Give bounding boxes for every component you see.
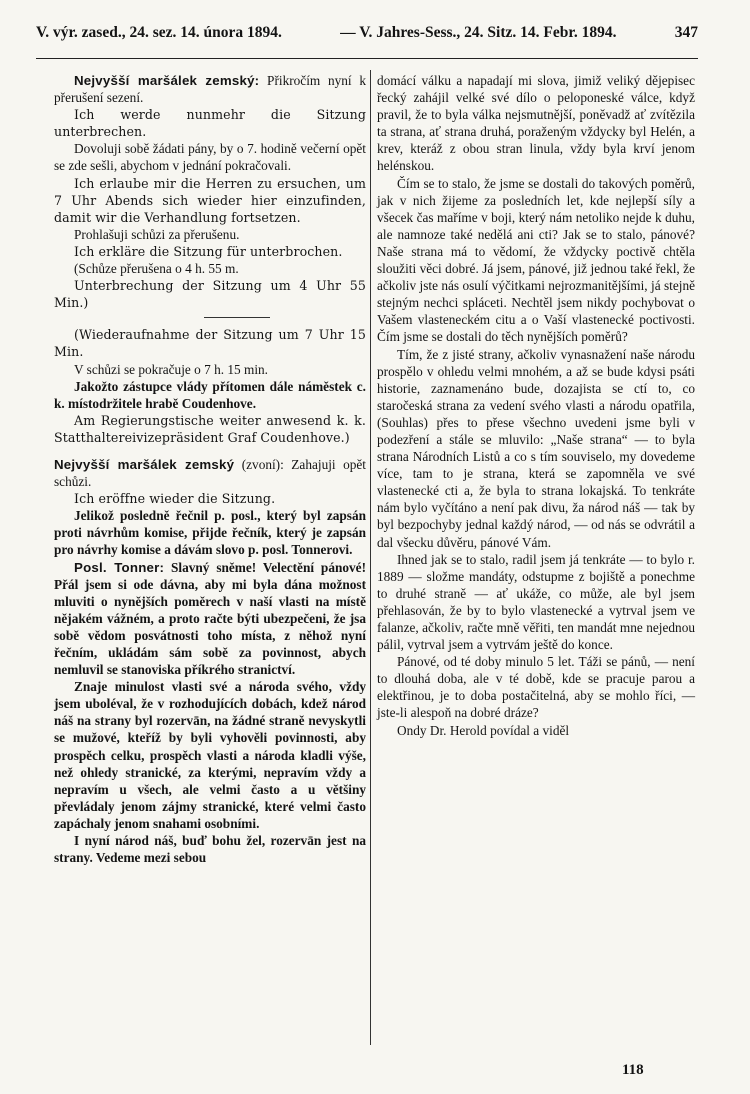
- paragraph-german: (Wiederaufnahme der Sitzung um 7 Uhr 15 Min.: [54, 327, 366, 360]
- paragraph: Čím se to stalo, že jsme se dostali do takových poměrů, jak v nich žijeme za posledních let, kde nejlepší síly a všecek čas maříme v boji, který nám netoliko nejde k duhu, ale namnoze také nedělá ani cti? Jak se to stalo, pánové? Naše strana má to vědomí, že vždycky poctivě chtěla sloužiti věci dobré. Já jsem, pánové, již jednou také řekl, že ačkoliv jste nás osulí výčitkami nejrozmanitějšími, já stejně stejným nechci spláceti. Nechtěl jsem nikdy pochybovat o Vašem vlasteneckém citu a o Vaší vlastenecké poctivosti. Čím jsme se dostali do těch nynějších poměrů?: [377, 175, 695, 345]
- paragraph: Znaje minulost vlasti své a národa svého, vždy jsem uboléval, že v rozhodujících dobách, kdež národ náš na strany byl rozervān, na žádné straně nevyskytli se mužové, kteříž by byli vyhověli povinnosti, aby prospěch celku, prospěch vlasti a národa kladli výše, než ohledy stranické, za kterými, nepravím vždy a nepravím u všech, ale velmi často a u většiny převládaly jenom zájmy stranické, které velmi často zapáchaly jenom snahami osobními.: [54, 679, 366, 831]
- paragraph: Prohlašuji schůzi za přerušenu.: [74, 226, 240, 242]
- paragraph-german: Ich eröffne wieder die Sitzung.: [74, 491, 276, 507]
- paragraph: Ondy Dr. Herold povídal a viděl: [397, 722, 570, 738]
- paragraph: [54, 72, 366, 106]
- paragraph: [54, 559, 366, 679]
- paragraph: domácí válku a napadají mi slova, jimiž veliký dějepisec řecký zahájil velké své dílo o peloponeské válce, když pravil, že to byla válka nejsmutnější, poněvadž ať zvítězila ta strana, ať strana druhá, poraženým vždycky byl Helén, a krev, kteráž z obou stran linula, vždy byla krví jenom helénskou.: [377, 73, 695, 174]
- paragraph: [54, 456, 366, 490]
- paragraph: I nyní národ náš, buď bohu žel, rozervān jest na strany. Vedeme mezi sebou: [54, 833, 366, 866]
- section-rule: [204, 317, 270, 318]
- paragraph: Jakožto zástupce vlády přítomen dále náměstek c. k. místodržitele hrabě Coudenhove.: [54, 378, 366, 411]
- paragraph: Dovoluji sobě žádati pány, by o 7. hodině večerní opět se zde sešli, abychom v jednání pokračovali.: [54, 141, 366, 174]
- header-german: — V. Jahres-Sess., 24. Sitz. 14. Febr. 1894.: [340, 24, 617, 41]
- paragraph-german: Ich erkläre die Sitzung für unterbrochen.: [74, 243, 343, 259]
- paragraph: Jelikož posledně řečnil p. posl., který byl zapsán proti návrhům komise, přijde řečník, který je zapsán pro návrhy komise a dávám slovo p. posl. Tonnerovi.: [54, 508, 366, 558]
- column-divider: [370, 70, 371, 1045]
- spacer: [54, 446, 366, 456]
- header-czech: [36, 24, 282, 42]
- speaker-name: Posl. Tonner:: [74, 559, 165, 575]
- paragraph-german: Ich werde nunmehr die Sitzung unterbrechen.: [54, 107, 366, 140]
- paragraph-german: Am Regierungstische weiter anwesend k. k. Statthaltereivizepräsident Graf Coudenhove.): [54, 412, 366, 445]
- paragraph: Tím, že z jisté strany, ačkoliv vynasnažení naše národu prospělo v ohledu velmi mnohém, a až se bude kdysi psáti historie, zaznamenáno bude, dozajista se ctí to, co staročeská strana za vedení svého vlasti a národu opatřila, (Souhlas) přes to přese všechno uvedeni jsme byli v podezření a stále se mluvilo: „Naše strana“ — to byla strana Národních Listů a co s tím souviselo, my dovedeme více, tam to je strana, která se zapomněla ve své vlastenecké cti a, že byla to strana lokajská. To tenkráte nám bylo vyčítáno a není pak divu, ža národ náš — tak by byl bezpochyby jednal každý národ, — od nás se odvrátil a dal všecku důvěru, pánové Vám.: [377, 346, 695, 550]
- header-left-text: V. výr. zased., 24. sez. 14. února 1894.: [36, 24, 282, 41]
- paragraph: V schůzi se pokračuje o 7 h. 15 min.: [74, 361, 268, 377]
- paragraph: Ihned jak se to stalo, radil jsem já tenkráte — to bylo r. 1889 — složme mandáty, odstupme z bojiště a ponechme to druhé straně — ať ukáže, co může, ale byl jsem přehlasován, že by to bylo vlastenecké a vytrval jsem ve falanze, ačkoliv, račte mně věřiti, ten mandát mne nejednou pálil, vytrval jsem a vytrvám ještě do konce.: [377, 551, 695, 653]
- paragraph: Pánové, od té doby minulo 5 let. Táži se pánů, — není to dlouhá doba, ale v té době, kde se pracuje parou a elektřinou, je to doba postačitelná, aby se mohlo říci, — jste-li alespoň na dobré dráze?: [377, 654, 695, 721]
- speech-text: Slavný sněme! Velectění pánové! Přál jsem si ode dávna, aby mi byla dána možnost mluviti o nynějších poměrech v naší vlasti na místě nějakém vážném, a proto račte býti ubezpečeni, že jsa sobě vědom posvátnosti toho místa, z něhož nyní řečním, ukládám sám sobě za povinnost, abych nemluvil se stanoviska příkrého stranictví.: [54, 559, 366, 678]
- left-column: [54, 72, 366, 866]
- speaker-name: Nejvyšší maršálek zemský:: [74, 73, 260, 88]
- footer-page-number: 118: [622, 1062, 644, 1078]
- paragraph-german: Ich erlaube mir die Herren zu ersuchen, um 7 Uhr Abends sich wieder hier einzufinden, damit wir die Verhandlung fortsetzen.: [54, 175, 366, 225]
- header-page-number: 347: [674, 24, 698, 41]
- speaker-name: Nejvyšší maršálek zemský: [54, 456, 235, 472]
- speech-text: Přikročím nyní k přerušení sezení.: [54, 73, 366, 106]
- running-header: [36, 24, 698, 59]
- paragraph: (Schůze přerušena o 4 h. 55 m.: [74, 261, 239, 277]
- paragraph-german: Unterbrechung der Sitzung um 4 Uhr 55 Min.): [54, 278, 366, 311]
- right-column: [377, 72, 695, 739]
- speech-text: (zvoní): Zahajuji opět schůzi.: [54, 456, 366, 490]
